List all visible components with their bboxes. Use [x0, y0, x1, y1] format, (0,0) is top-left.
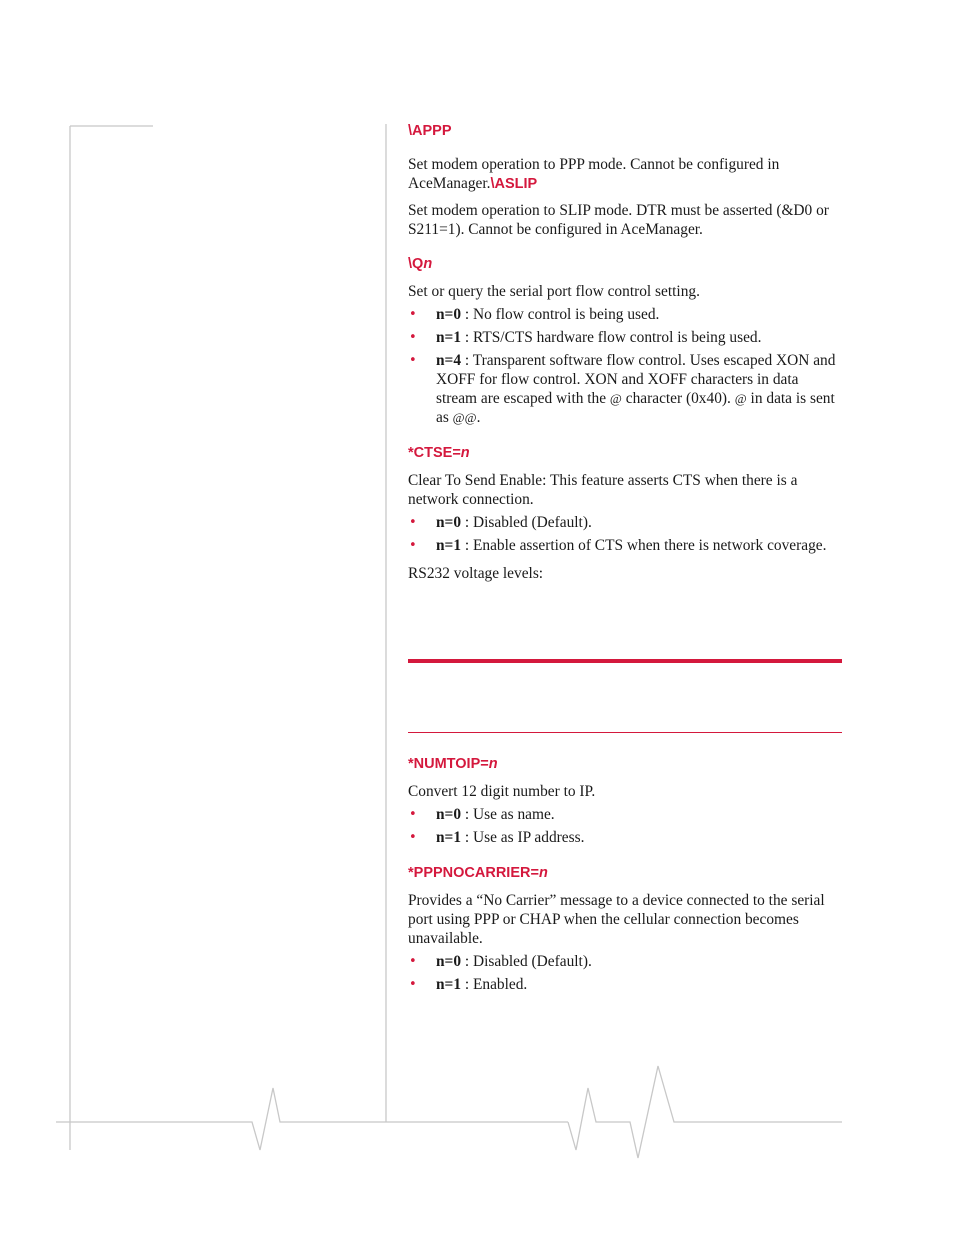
option-code: n=0 [436, 806, 462, 823]
list-item [408, 952, 842, 971]
section-appp [408, 122, 842, 239]
pppnocarrier-intro: Provides a “No Carrier” message to a device connected to the serial port using PPP or CHAP when the cellular connection becomes unavailable. [408, 892, 825, 947]
heading-pppnocarrier-param: n [538, 865, 548, 881]
heading-ctse-prefix: *CTSE= [408, 445, 461, 461]
option-text: : Disabled (Default). [461, 514, 592, 531]
list-item [408, 975, 842, 994]
option-code: n=0 [436, 953, 462, 970]
option-text: : RTS/CTS hardware flow control is being used. [461, 329, 762, 346]
option-text: : Disabled (Default). [461, 953, 592, 970]
command-list-column [408, 122, 842, 600]
heading-aslip: \ASLIP [490, 176, 538, 192]
option-text: : Use as IP address. [461, 829, 585, 846]
option-code: n=1 [436, 976, 462, 993]
numtoip-options [408, 805, 842, 847]
heading-ctse-param: n [460, 445, 470, 461]
ctse-intro: Clear To Send Enable: This feature asserts CTS when there is a network connection. [408, 472, 798, 508]
double-at-symbol: @@ [452, 410, 477, 425]
section-divider-thin [408, 732, 842, 733]
command-list-column-lower [408, 755, 842, 1011]
numtoip-intro: Convert 12 digit number to IP. [408, 783, 596, 800]
option-text: . [476, 409, 481, 426]
option-code: n=1 [436, 329, 462, 346]
option-text: : No flow control is being used. [461, 306, 660, 323]
option-code: n=1 [436, 537, 462, 554]
list-item [408, 513, 842, 532]
option-code: n=0 [436, 306, 462, 323]
list-item [408, 305, 842, 324]
list-item [408, 328, 842, 347]
section-pppnocarrier [408, 864, 842, 994]
option-text: : Enable assertion of CTS when there is network coverage. [461, 537, 827, 554]
section-qn [408, 255, 842, 427]
option-text: : Enabled. [461, 976, 528, 993]
heading-pppnocarrier [408, 864, 842, 882]
list-item [408, 805, 842, 824]
option-code: n=1 [436, 829, 462, 846]
list-item [408, 351, 842, 427]
qn-intro: Set or query the serial port flow control setting. [408, 283, 700, 300]
option-text: : Transparent software flow control. Uses escaped XON and XOFF for flow control. XON and XOFF characters in data stream are escaped with the [436, 352, 836, 407]
option-code: n=4 [436, 352, 462, 369]
heading-numtoip-param: n [488, 756, 498, 772]
ctse-options [408, 513, 842, 555]
heading-pppnocarrier-prefix: *PPPNOCARRIER= [408, 865, 539, 881]
option-code: n=0 [436, 514, 462, 531]
section-numtoip [408, 755, 842, 847]
appp-description [408, 155, 842, 193]
heading-numtoip-prefix: *NUMTOIP= [408, 756, 489, 772]
at-symbol: @ [734, 391, 747, 406]
section-divider-thick [408, 659, 842, 663]
list-item [408, 828, 842, 847]
heading-ctse [408, 444, 842, 462]
at-symbol: @ [609, 391, 622, 406]
pppnocarrier-options [408, 952, 842, 994]
list-item [408, 536, 842, 555]
option-text: character (0x40). [621, 390, 735, 407]
option-text: in data is sent as [436, 390, 835, 426]
option-text: : Use as name. [461, 806, 555, 823]
appp-text: Set modem operation to PPP mode. Cannot be configured in AceManager. [408, 156, 780, 192]
heading-qn-param: n [423, 256, 433, 272]
ctse-note: RS232 voltage levels: [408, 565, 544, 582]
heading-qn [408, 255, 842, 273]
qn-options [408, 305, 842, 427]
heading-appp: \APPP [408, 123, 452, 139]
section-ctse [408, 444, 842, 583]
heading-numtoip [408, 755, 842, 773]
aslip-description: Set modem operation to SLIP mode. DTR must be asserted (&D0 or S211=1). Cannot be configured in AceManager. [408, 202, 829, 238]
heading-qn-prefix: \Q [408, 256, 424, 272]
waveform-right [568, 1066, 842, 1158]
waveform-left [56, 1088, 568, 1150]
